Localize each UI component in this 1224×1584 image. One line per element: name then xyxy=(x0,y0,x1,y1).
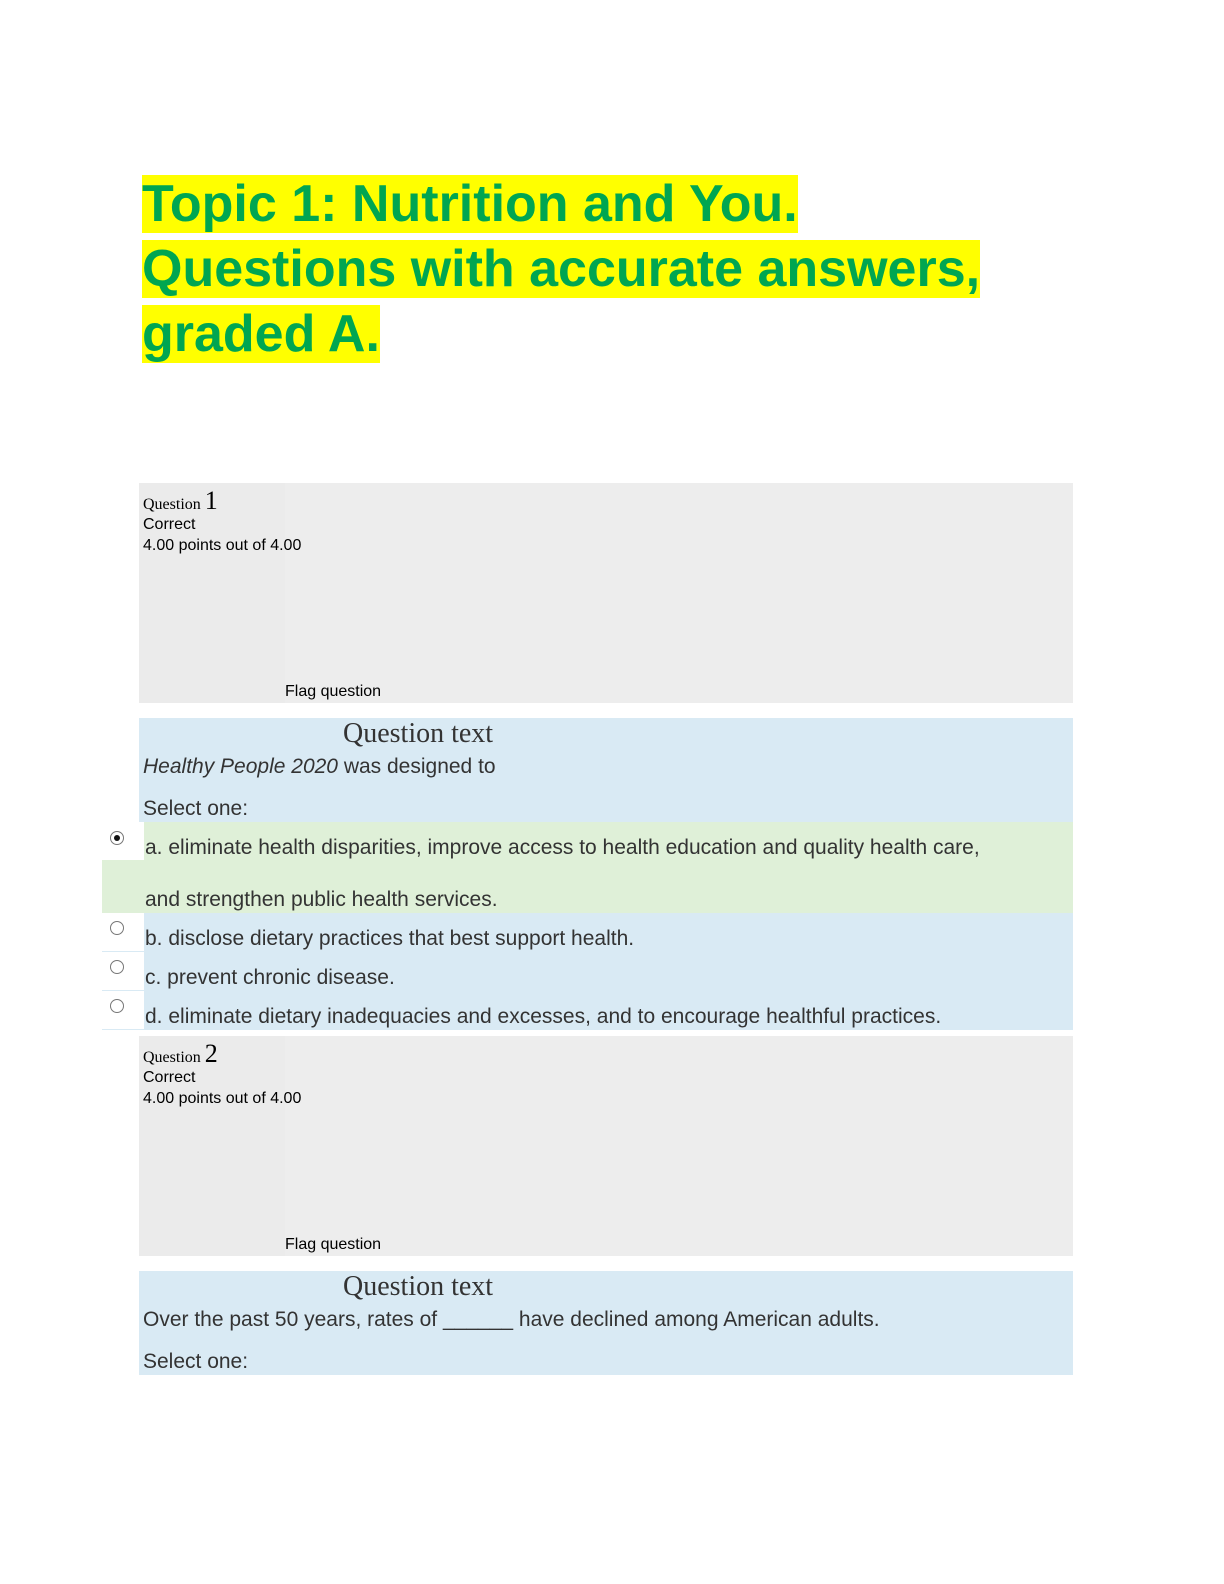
answer-options-b-d xyxy=(102,913,1073,1030)
question-2-select-one: Select one: xyxy=(143,1350,249,1373)
question-1-text-box xyxy=(139,718,1073,823)
radio-box-c xyxy=(102,952,144,990)
question-2-text: Over the past 50 years, rates of ______ have declined among American adults. xyxy=(143,1308,880,1331)
question-2-info xyxy=(139,1036,1073,1256)
question-number-value: 2 xyxy=(204,1039,218,1068)
radio-button-d[interactable] xyxy=(110,999,124,1013)
question-2-state: Correct xyxy=(143,1069,196,1086)
question-label: Question xyxy=(143,1049,201,1066)
answer-a-line-1: a. eliminate health disparities, improve access to health education and quality health care, xyxy=(145,836,980,859)
radio-button-a[interactable] xyxy=(110,831,124,845)
radio-box-b xyxy=(102,913,144,951)
question-label: Question xyxy=(143,496,201,513)
question-2-flag-link[interactable]: Flag question xyxy=(285,1236,382,1253)
answer-option-c[interactable]: c. prevent chronic disease. xyxy=(145,966,395,989)
title-line-2: Questions with accurate answers, xyxy=(142,240,981,298)
answer-option-d[interactable]: d. eliminate dietary inadequacies and excesses, and to encourage healthful practices. xyxy=(145,1005,942,1028)
question-1-text-rest: was designed to xyxy=(337,755,496,778)
question-1-text xyxy=(143,755,496,779)
title-line-1: Topic 1: Nutrition and You. xyxy=(142,175,798,233)
question-1-grade: 4.00 points out of 4.00 xyxy=(143,537,302,554)
question-number-value: 1 xyxy=(204,486,218,515)
question-1-state: Correct xyxy=(143,516,196,533)
question-1-number xyxy=(143,486,218,516)
answer-a-line-2: and strengthen public health services. xyxy=(145,888,498,911)
question-2-text-box xyxy=(139,1271,1073,1375)
question-1-select-one: Select one: xyxy=(143,797,249,820)
question-1-text-italic: Healthy People 2020 xyxy=(143,755,338,778)
radio-box-d xyxy=(102,991,144,1029)
title-line-3: graded A. xyxy=(142,305,380,363)
question-2-number xyxy=(143,1039,218,1069)
question-1-flag-link[interactable]: Flag question xyxy=(285,683,382,700)
question-1-answers xyxy=(102,822,1073,1030)
document-title xyxy=(142,172,1042,367)
question-1-info xyxy=(139,483,1073,703)
question-2-grade: 4.00 points out of 4.00 xyxy=(143,1090,302,1107)
question-1-heading: Question text xyxy=(343,718,494,749)
radio-button-c[interactable] xyxy=(110,960,124,974)
question-2-heading: Question text xyxy=(343,1271,494,1302)
answer-option-a[interactable] xyxy=(102,822,1073,913)
answer-option-b[interactable]: b. disclose dietary practices that best support health. xyxy=(145,927,635,950)
radio-button-b[interactable] xyxy=(110,921,124,935)
